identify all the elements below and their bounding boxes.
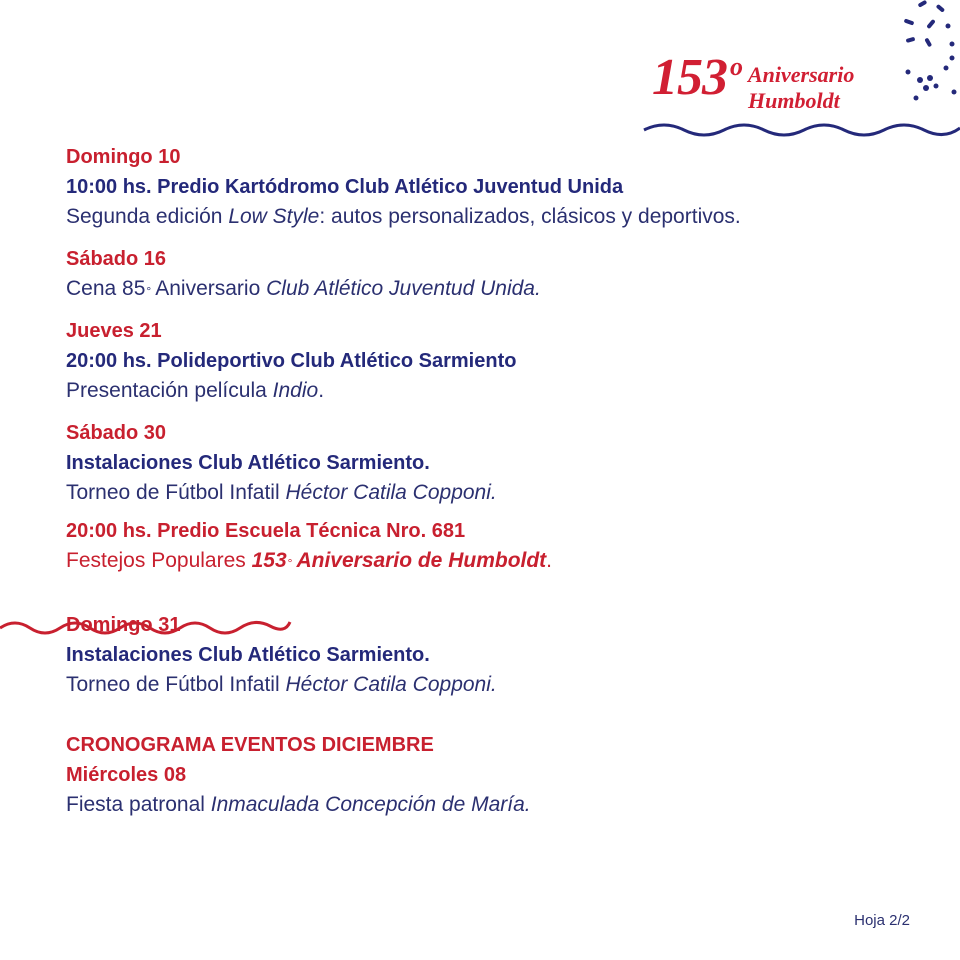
- event-day: Domingo 31: [66, 614, 181, 636]
- event-description: Presentación película Indio.: [66, 379, 325, 402]
- december-section-title: CRONOGRAMA EVENTOS DICIEMBRE: [66, 734, 434, 756]
- anniversary-logo: [640, 0, 960, 150]
- logo-degree: o: [730, 52, 743, 81]
- event-description: Torneo de Fútbol Infatil Héctor Catila Copponi.: [66, 481, 497, 504]
- logo-number: 153: [652, 49, 727, 106]
- event-description: Festejos Populares 153° Aniversario de Humboldt.: [66, 549, 553, 572]
- logo-subtitle: Humboldt: [748, 88, 840, 113]
- event-day: Miércoles 08: [66, 764, 187, 786]
- event-description: Torneo de Fútbol Infatil Héctor Catila Copponi.: [66, 673, 497, 696]
- events-list: [66, 142, 946, 832]
- event-item: [66, 760, 946, 820]
- event-venue: 20:00 hs. Polideportivo Club Atlético Sarmiento: [66, 350, 517, 372]
- event-venue: 10:00 hs. Predio Kartódromo Club Atlético Juventud Unida: [66, 176, 624, 198]
- wave-decoration-icon: [640, 118, 960, 142]
- event-item: [66, 142, 946, 232]
- event-day: Sábado 16: [66, 248, 167, 270]
- event-description: Cena 85° Aniversario Club Atlético Juventud Unida.: [66, 277, 541, 300]
- event-item: [66, 244, 946, 304]
- event-item: [66, 418, 946, 508]
- event-venue: Instalaciones Club Atlético Sarmiento.: [66, 644, 430, 666]
- event-venue: 20:00 hs. Predio Escuela Técnica Nro. 681: [66, 520, 466, 542]
- event-day: Domingo 10: [66, 146, 181, 168]
- event-day: Jueves 21: [66, 320, 162, 342]
- event-item-highlight: [66, 516, 946, 576]
- event-description: Segunda edición Low Style: autos personalizados, clásicos y deportivos.: [66, 205, 741, 228]
- event-day: Sábado 30: [66, 422, 167, 444]
- fireworks-icon: [896, 0, 960, 110]
- event-description: Fiesta patronal Inmaculada Concepción de María.: [66, 793, 531, 816]
- event-venue: Instalaciones Club Atlético Sarmiento.: [66, 452, 430, 474]
- event-item: [66, 316, 946, 406]
- event-item: [66, 610, 946, 700]
- page-number: Hoja 2/2: [854, 912, 910, 929]
- logo-title: Aniversario: [748, 62, 855, 87]
